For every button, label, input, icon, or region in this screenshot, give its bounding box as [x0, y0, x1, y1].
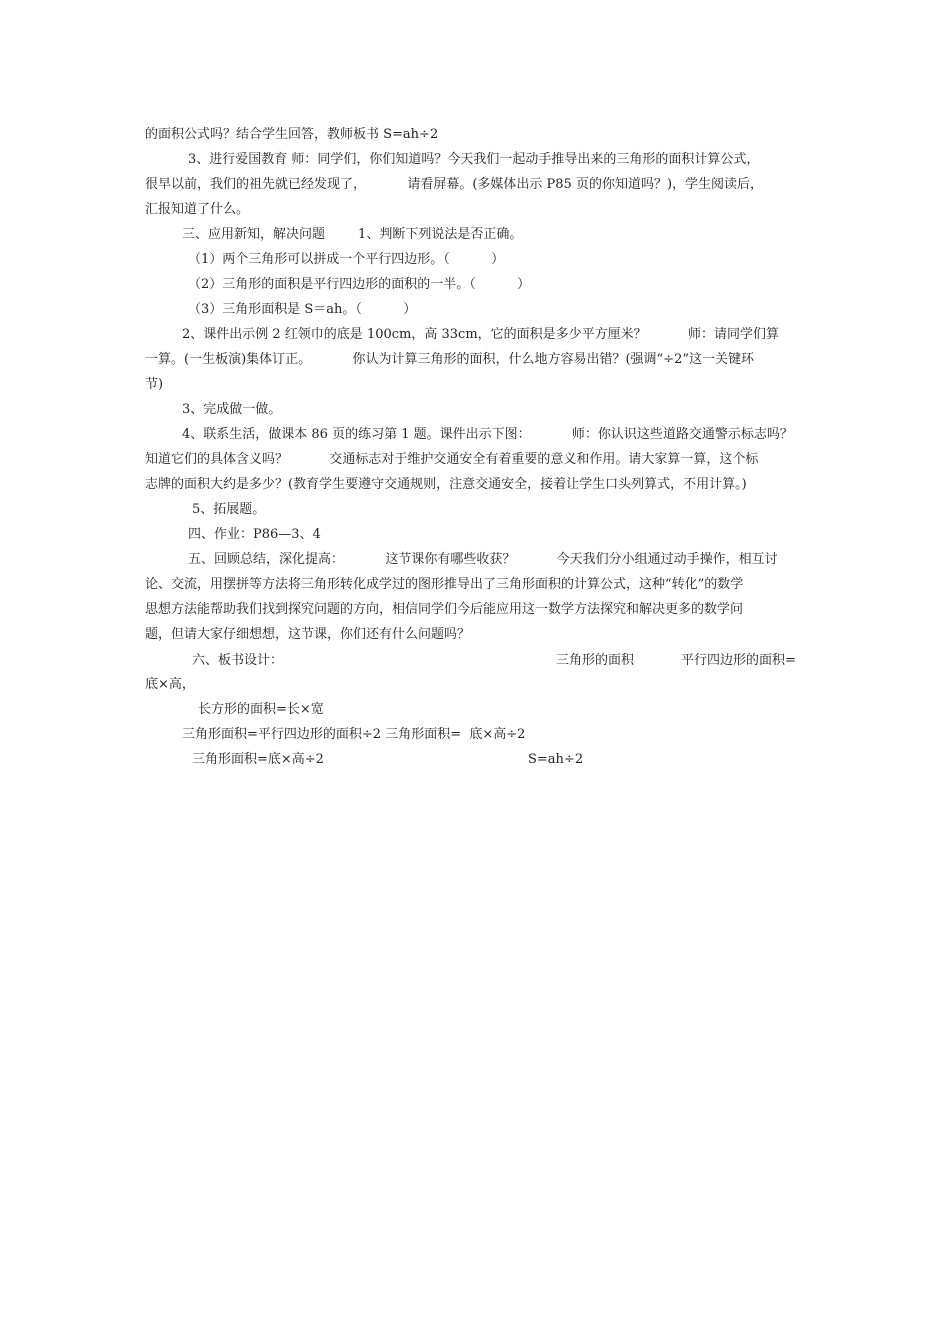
judgement-item: （3）三角形面积是 S＝ah。（ ）	[188, 302, 417, 317]
judgement-item: （1）两个三角形可以拼成一个平行四边形。（ ）	[188, 252, 505, 267]
board-triangle-area-label: 三角形的面积	[556, 653, 635, 668]
paragraph-line: 知道它们的具体含义吗？ 交通标志对于维护交通安全有着重要的意义和作用。请大家算一算，这个标	[145, 452, 759, 467]
section-heading: 四、作业：P86—3、4	[188, 527, 321, 542]
board-line: 底×高，	[145, 677, 195, 692]
board-line: 三角形面积=底×高÷2	[192, 752, 324, 767]
section-heading: 五、回顾总结，深化提高： 这节课你有哪些收获？ 今天我们分小组通过动手操作，相互讨	[188, 552, 778, 567]
paragraph-line: 节)	[145, 377, 164, 392]
paragraph-line: 5、拓展题。	[192, 502, 266, 517]
paragraph-line: 一算。(一生板演)集体订正。 你认为计算三角形的面积，什么地方容易出错？(强调“÷2”这一关键环	[145, 352, 754, 367]
paragraph-line: 4、联系生活，做课本 86 页的练习第 1 题。课件出示下图： 师：你认识这些道路交通警示标志吗？	[182, 427, 793, 442]
paragraph-line: 2、课件出示例 2 红领巾的底是 100cm，高 33cm，它的面积是多少平方厘米？ 师：请同学们算	[182, 327, 779, 342]
paragraph-line: 汇报知道了什么。	[145, 202, 250, 217]
paragraph-line: 很早以前，我们的祖先就已经发现了， 请看屏幕。(多媒体出示 P85 页的你知道吗？)，学生阅读后，	[145, 177, 764, 192]
judgement-item: （2）三角形的面积是平行四边形的面积的一半。（ ）	[188, 277, 531, 292]
paragraph-line: 3、进行爱国教育 师：同学们，你们知道吗？今天我们一起动手推导出来的三角形的面积计算公式，	[188, 152, 760, 167]
board-line: 长方形的面积=长×宽	[198, 702, 324, 717]
paragraph-line: 志牌的面积大约是多少？(教育学生要遵守交通规则，注意交通安全，接着让学生口头列算式，不用计算。)	[145, 477, 747, 492]
board-formula: S=ah÷2	[528, 752, 584, 767]
board-line: 三角形面积=平行四边形的面积÷2 三角形面积= 底×高÷2	[182, 727, 526, 742]
section-heading: 六、板书设计：	[192, 653, 284, 668]
paragraph-line: 3、完成做一做。	[182, 402, 282, 417]
paragraph-line: 思想方法能帮助我们找到探究问题的方向，相信同学们今后能应用这一数学方法探究和解决更多的数学问	[145, 602, 744, 617]
paragraph-line: 的面积公式吗？结合学生回答，教师板书 S=ah÷2	[145, 127, 439, 142]
paragraph-line: 论、交流，用摆拼等方法将三角形转化成学过的图形推导出了三角形面积的计算公式，这种“转化”的数学	[145, 577, 744, 592]
board-parallelogram-area-label: 平行四边形的面积=	[681, 653, 796, 668]
paragraph-line: 题，但请大家仔细想想，这节课，你们还有什么问题吗？	[145, 627, 471, 642]
section-heading: 三、应用新知，解决问题 1、判断下列说法是否正确。	[182, 227, 523, 242]
